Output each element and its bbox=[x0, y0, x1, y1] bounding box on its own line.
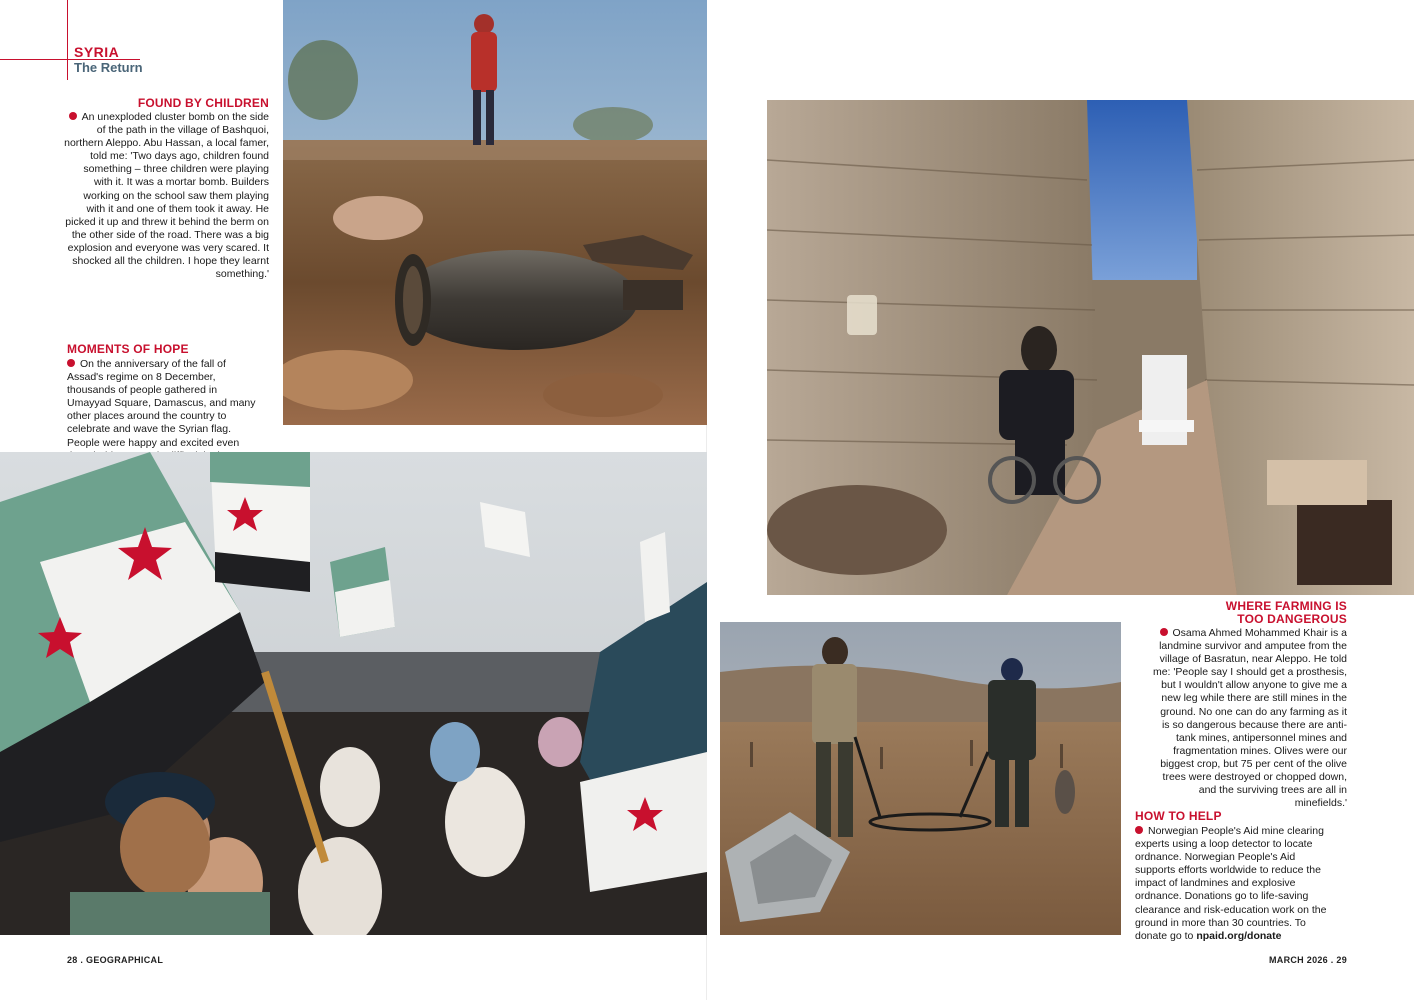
caption-help-title: HOW TO HELP bbox=[1135, 809, 1222, 823]
section-title: SYRIA bbox=[74, 44, 120, 60]
brand-rule-vertical bbox=[67, 0, 68, 80]
caption-farming bbox=[1150, 627, 1347, 810]
photo-mine-clearing bbox=[720, 622, 1121, 935]
caption-farming-title-line1: WHERE FARMING IS bbox=[1225, 599, 1347, 613]
caption-hope-body: On the anniversary of the fall of Assad's regime on 8 December, thousands of people gathered in Umayyad Square, Damascus, and many other places around the country to celebrate and wave the Syrian flag. People were happy and excited even bbox=[67, 358, 256, 449]
caption-help bbox=[1135, 825, 1335, 943]
caption-farming-body: Osama Ahmed Mohammed Khair is a landmine survivor and amputee from the village of Basratun, near Aleppo. He told me: 'People say I should get a prosthesis, but I wouldn't allow anyone to give me a new leg while there are still mines in the ground. No one can do any farming as it is so dangerous because there are anti-tank mines, antipersonnel mines and fragmentation mines. Olives were our biggest crop, but 75 per cent of the olive trees were destroyed or chopped down, and the surviving trees are all in minefields.' bbox=[1152, 627, 1347, 810]
caption-farming-title bbox=[1226, 600, 1347, 626]
caption-found bbox=[64, 111, 269, 281]
donate-link[interactable]: npaid.org/donate bbox=[1196, 929, 1282, 942]
caption-help-body: Norwegian People's Aid mine clearing experts using a loop detector to locate ordnance. Norwegian People's Aid supports efforts worldwide to reduce the impact of landmines and explosive ordnance. Donations go to life-saving clearance and risk-education work on the ground in more than 30 countries. To donate go to bbox=[1135, 825, 1327, 942]
bullet-dot bbox=[67, 359, 75, 367]
section-subtitle: The Return bbox=[74, 60, 143, 75]
photo-flag-crowd bbox=[0, 452, 707, 935]
caption-hope-title: MOMENTS OF HOPE bbox=[67, 342, 189, 356]
bullet-dot bbox=[1160, 628, 1168, 636]
bullet-dot bbox=[69, 112, 77, 120]
folio-right: MARCH 2026 . 29 bbox=[1268, 955, 1347, 965]
caption-found-title: FOUND BY CHILDREN bbox=[137, 96, 269, 110]
photo-wheelchair-survivor bbox=[767, 100, 1414, 595]
bullet-dot bbox=[1135, 826, 1143, 834]
caption-farming-title-line2: TOO DANGEROUS bbox=[1237, 612, 1347, 626]
caption-found-body: An unexploded cluster bomb on the side of the path in the village of Bashquoi, northern Aleppo. Abu Hassan, a local famer, told me: 'Two days ago, children found something – three children were playing with it. It was a mortar bomb. Builders working on the school saw them playing with it and one of them took it away. He picked it up and threw it behind the berm on the other side of the road. There was a big explosion and everyone was very scared. It shocked all the children. I hope they learnt something.' bbox=[64, 111, 269, 281]
folio-left: 28 . GEOGRAPHICAL bbox=[67, 955, 164, 965]
photo-cluster-bomb bbox=[283, 0, 707, 425]
